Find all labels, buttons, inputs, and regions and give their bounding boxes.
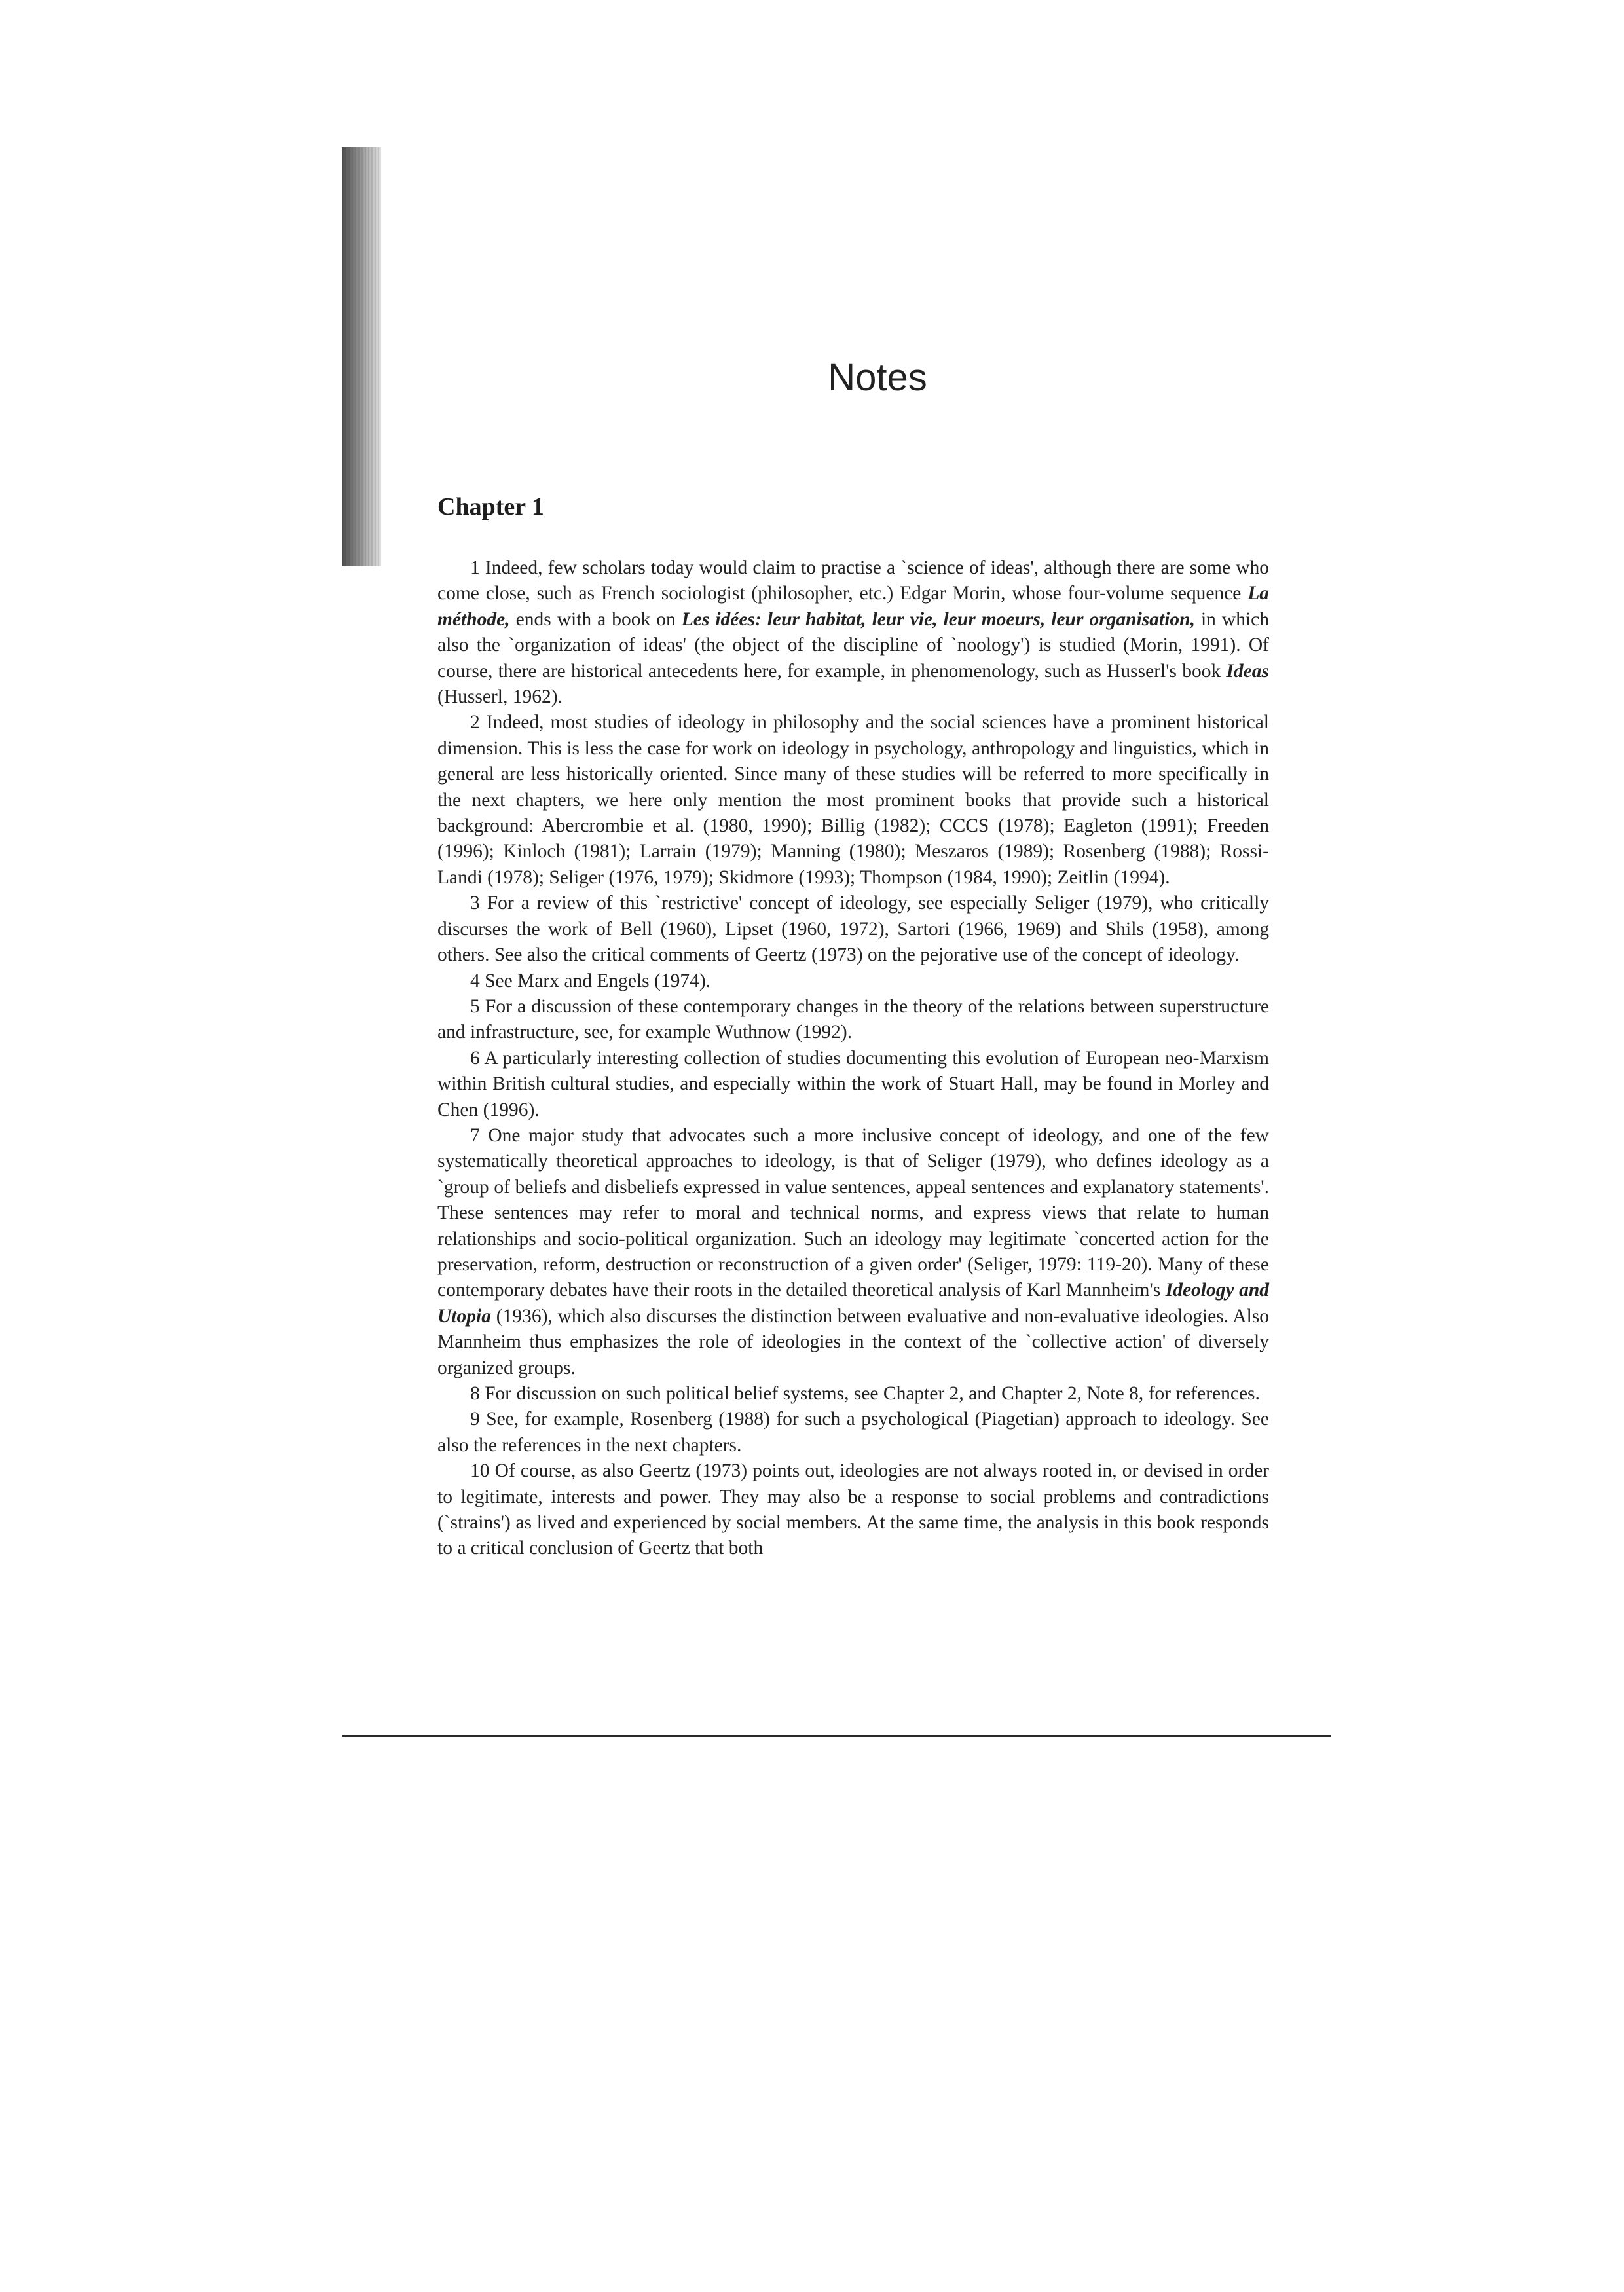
note-number: 8 bbox=[470, 1383, 480, 1404]
note-text: Indeed, most studies of ideology in philosophy and the social sciences have a prominent historical dimension. This is less the case for work on ideology in psychology, anthropology and linguistics, which in general are less historically oriented. Since many of these studies will be referred to more specifically in the next chapters, we here only mention the most prominent books that provide such a historical background: Abercrombie et al. (1980, 1990); Billig (1982); CCCS (1978); Eagleton (1991); Freeden (1996); Kinloch (1981); Larrain (1979); Manning (1980); Meszaros (1989); Rosenberg (1988); Rossi-Landi (1978); Seliger (1976, 1979); Skidmore (1993); Thompson (1984, 1990); Zeitlin (1994). bbox=[437, 712, 1269, 888]
note-number: 7 bbox=[470, 1124, 480, 1146]
note-number: 3 bbox=[470, 893, 480, 914]
note-text: See Marx and Engels (1974). bbox=[485, 970, 711, 991]
book-title: Ideology and Utopia bbox=[437, 1280, 1269, 1327]
note-text: For a review of this `restrictive' concept of ideology, see especially Seliger (1979), who critically discurses the work of Bell (1960), Lipset (1960, 1972), Sartori (1966, 1969) and Shils (1958), among others. See also the critical comments of Geertz (1973) on the pejorative use of the concept of ideology. bbox=[437, 893, 1270, 966]
note-5 bbox=[437, 994, 1269, 1046]
note-2 bbox=[437, 710, 1269, 891]
note-number: 4 bbox=[470, 970, 480, 991]
note-text: For a discussion of these contemporary changes in the theory of the relations between superstructure and infrastructure, see, for example Wuthnow (1992). bbox=[437, 995, 1269, 1043]
book-title: Ideas bbox=[1226, 660, 1269, 682]
note-9 bbox=[437, 1407, 1269, 1458]
note-number: 9 bbox=[470, 1409, 480, 1430]
note-text: One major study that advocates such a more inclusive concept of ideology, and one of the few systematically theoretical approaches to ideology, is that of Seliger (1979), who defines ideology as a `group of beliefs and disbeliefs expressed in value sentences, appeal sentences and explanatory statements'. These sentences may refer to moral and technical norms, and express views that relate to human relationships and socio-political organization. Such an ideology may legitimate `concerted action for the preservation, reform, destruction or reconstruction of a given order' (Seliger, 1979: 119-20). Many of these contemporary debates have their roots in the detailed theoretical analysis of Karl Mannheim's bbox=[437, 1124, 1269, 1301]
note-text: Indeed, few scholars today would claim to practise a `science of ideas', although there are some who come close, such as French sociologist (philosopher, etc.) Edgar Morin, whose four-volume sequence bbox=[437, 557, 1269, 604]
note-3 bbox=[437, 891, 1269, 968]
note-number: 5 bbox=[470, 995, 480, 1017]
scan-edge-shadow bbox=[342, 147, 381, 566]
book-title: La méthode, bbox=[437, 583, 1269, 630]
note-number: 2 bbox=[470, 712, 480, 733]
note-4 bbox=[437, 969, 1269, 994]
note-6 bbox=[437, 1046, 1269, 1123]
note-text: For discussion on such political belief systems, see Chapter 2, and Chapter 2, Note 8, for references. bbox=[485, 1383, 1260, 1404]
page-bottom-rule bbox=[342, 1735, 1331, 1737]
note-8 bbox=[437, 1381, 1269, 1407]
note-number: 1 bbox=[470, 557, 480, 578]
note-text: Of course, as also Geertz (1973) points out, ideologies are not always rooted in, or devised in order to legitimate, interests and power. They may also be a response to social problems and contradictions (`strains') as lived and experienced by social members. At the same time, the analysis in this book responds to a critical conclusion of Geertz that both bbox=[437, 1460, 1269, 1559]
notes-list bbox=[437, 555, 1269, 1562]
note-text: (Husserl, 1962). bbox=[437, 686, 563, 708]
note-number: 10 bbox=[470, 1460, 490, 1482]
note-number: 6 bbox=[470, 1047, 480, 1069]
note-text: ends with a book on bbox=[509, 608, 682, 630]
page-title: Notes bbox=[828, 356, 927, 399]
note-text: See, for example, Rosenberg (1988) for such a psychological (Piagetian) approach to ideology. See also the references in the next chapters. bbox=[437, 1409, 1269, 1456]
note-7 bbox=[437, 1123, 1269, 1381]
note-1 bbox=[437, 555, 1269, 710]
note-10 bbox=[437, 1458, 1269, 1562]
note-text: in which also the `organization of ideas' (the object of the discipline of `noology') is studied (Morin, 1991). Of course, there are historical antecedents here, for example, in phenomenology, such as Husserl's book bbox=[437, 608, 1269, 682]
note-text: A particularly interesting collection of studies documenting this evolution of European neo-Marxism within British cultural studies, and especially within the work of Stuart Hall, may be found in Morley and Chen (1996). bbox=[437, 1047, 1270, 1120]
book-title: Les idées: leur habitat, leur vie, leur moeurs, leur organisation, bbox=[681, 608, 1195, 630]
chapter-heading: Chapter 1 bbox=[437, 493, 544, 521]
note-text: (1936), which also discurses the distinction between evaluative and non-evaluative ideologies. Also Mannheim thus emphasizes the role of ideologies in the context of the `collective action' of diversely organized groups. bbox=[437, 1305, 1269, 1378]
